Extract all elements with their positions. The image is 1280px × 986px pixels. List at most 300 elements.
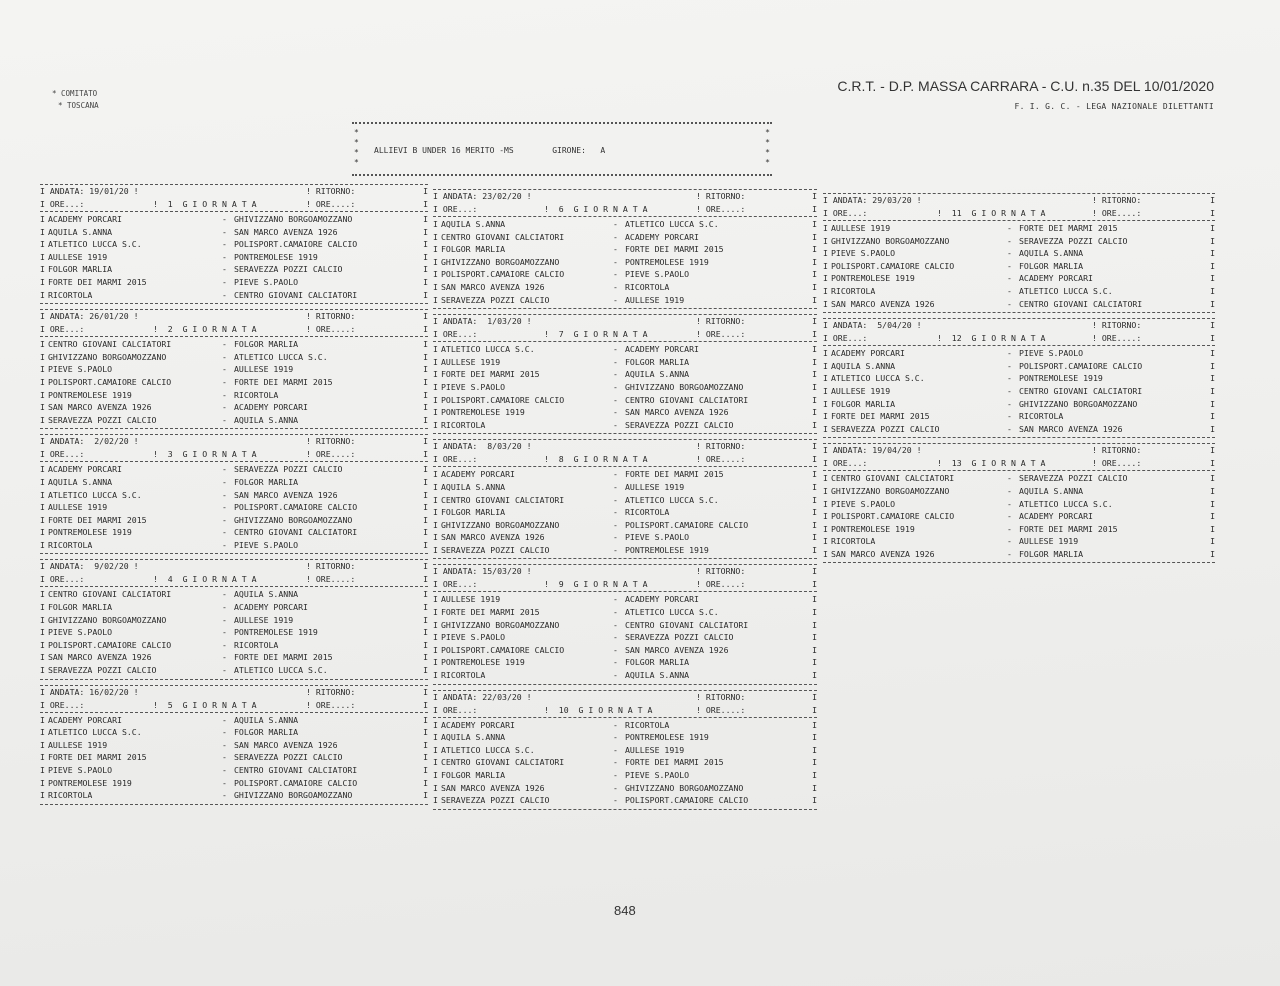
- giornata-header-row: [433, 440, 817, 453]
- home-team: SAN MARCO AVENZA 1926: [48, 652, 152, 663]
- home-team: RICORTOLA: [441, 670, 486, 681]
- schedule-column-1: [40, 184, 428, 810]
- match-separator: -: [222, 652, 227, 663]
- match-list: [433, 592, 817, 683]
- row-edge-mark: I: [1210, 348, 1215, 359]
- match-separator: -: [1007, 485, 1012, 496]
- match-separator: -: [222, 739, 227, 750]
- row-edge-mark: I: [423, 777, 428, 788]
- away-team: AULLESE 1919: [625, 744, 685, 755]
- match-row: [433, 756, 817, 769]
- row-edge-mark: I: [1210, 536, 1215, 547]
- home-team: PONTREMOLESE 1919: [831, 273, 915, 284]
- block-bottom-rule: [40, 428, 428, 429]
- match-row: [823, 410, 1215, 423]
- match-separator: -: [222, 790, 227, 801]
- match-row: [40, 501, 428, 514]
- home-team: POLISPORT.CAMAIORE CALCIO: [831, 511, 955, 522]
- home-team: ACADEMY PORCARI: [48, 464, 122, 475]
- away-team: ATLETICO LUCCA S.C.: [234, 665, 328, 676]
- ritorno-label: ! RITORNO:: [1092, 320, 1142, 331]
- row-edge-mark: I: [40, 514, 45, 525]
- match-row: [40, 414, 428, 427]
- away-team: PIEVE S.PAOLO: [1019, 348, 1084, 359]
- row-edge-mark: I: [1210, 208, 1215, 218]
- match-row: [40, 789, 428, 802]
- row-edge-mark: I: [812, 619, 817, 630]
- match-row: [40, 226, 428, 239]
- match-list: [823, 471, 1215, 562]
- match-separator: -: [613, 519, 618, 530]
- row-edge-mark: I: [433, 231, 438, 242]
- row-edge-mark: I: [40, 351, 45, 362]
- andata-date: I ANDATA: 1/03/20 !: [433, 316, 532, 327]
- match-row: [40, 376, 428, 389]
- row-edge-mark: I: [812, 770, 817, 780]
- row-edge-mark: I: [433, 607, 438, 618]
- row-edge-mark: I: [1210, 445, 1215, 456]
- match-separator: -: [1007, 398, 1012, 409]
- home-team: PIEVE S.PAOLO: [441, 632, 506, 643]
- home-team: CENTRO GIOVANI CALCIATORI: [48, 339, 172, 350]
- match-separator: -: [222, 402, 227, 413]
- row-edge-mark: I: [423, 614, 428, 625]
- match-row: [433, 368, 817, 381]
- match-separator: -: [1007, 348, 1012, 359]
- match-row: [433, 644, 817, 657]
- ritorno-label: ! RITORNO:: [696, 441, 746, 452]
- match-row: [40, 588, 428, 601]
- giornata-title-row: [823, 457, 1215, 470]
- box-right-border: * * * *: [765, 128, 770, 167]
- row-edge-mark: I: [423, 376, 428, 387]
- giornata-header-row: [823, 194, 1215, 207]
- home-team: CENTRO GIOVANI CALCIATORI: [441, 757, 565, 768]
- match-row: [40, 526, 428, 539]
- row-edge-mark: I: [423, 574, 428, 585]
- home-team: AQUILA S.ANNA: [441, 732, 506, 743]
- row-edge-mark: I: [40, 665, 45, 676]
- ritorno-label: ! RITORNO:: [696, 566, 746, 577]
- row-edge-mark: I: [823, 235, 828, 246]
- match-row: [433, 356, 817, 369]
- row-edge-mark: I: [433, 269, 438, 280]
- giornata-header-row: [433, 565, 817, 578]
- block-bottom-rule: [433, 809, 817, 810]
- match-separator: -: [222, 765, 227, 775]
- away-team: POLISPORT.CAMAIORE CALCIO: [1019, 360, 1143, 371]
- row-edge-mark: I: [423, 502, 428, 513]
- match-separator: -: [613, 419, 618, 430]
- giornata-title-row: [433, 453, 817, 466]
- away-team: FORTE DEI MARMI 2015: [1019, 523, 1118, 534]
- match-separator: -: [222, 589, 227, 600]
- away-team: FOLGOR MARLIA: [234, 727, 299, 738]
- row-edge-mark: I: [812, 657, 817, 668]
- giornata-title: ! 12 G I O R N A T A: [937, 333, 1046, 344]
- ore-label: I ORE...:: [433, 329, 478, 340]
- home-team: RICORTOLA: [48, 539, 93, 550]
- away-team: RICORTOLA: [234, 639, 279, 650]
- away-team: SERAVEZZA POZZI CALCIO: [234, 752, 343, 763]
- row-edge-mark: I: [423, 765, 428, 775]
- match-separator: -: [1007, 385, 1012, 396]
- away-team: SAN MARCO AVENZA 1926: [625, 644, 729, 655]
- row-edge-mark: I: [40, 239, 45, 250]
- row-edge-mark: I: [433, 469, 438, 480]
- row-edge-mark: I: [812, 519, 817, 530]
- row-edge-mark: I: [812, 204, 817, 214]
- ritorno-label: ! RITORNO:: [306, 186, 356, 196]
- match-separator: -: [1007, 223, 1012, 233]
- row-edge-mark: I: [812, 256, 817, 267]
- giornata-block: [823, 318, 1215, 438]
- ore-ritorno-label: ! ORE....:: [1092, 458, 1142, 469]
- row-edge-mark: I: [433, 632, 438, 643]
- block-bottom-rule: [40, 303, 428, 304]
- home-team: ATLETICO LUCCA S.C.: [48, 489, 142, 500]
- row-edge-mark: I: [812, 544, 817, 555]
- match-row: [40, 476, 428, 489]
- row-edge-mark: I: [40, 602, 45, 613]
- row-edge-mark: I: [1210, 360, 1215, 371]
- row-edge-mark: I: [812, 507, 817, 518]
- row-edge-mark: I: [823, 398, 828, 409]
- home-team: PONTREMOLESE 1919: [48, 527, 132, 538]
- andata-date: I ANDATA: 16/02/20 !: [40, 686, 139, 697]
- away-team: SERAVEZZA POZZI CALCIO: [1019, 473, 1128, 484]
- away-team: POLISPORT.CAMAIORE CALCIO: [625, 519, 749, 530]
- giornata-header-row: [823, 444, 1215, 457]
- row-edge-mark: I: [423, 226, 428, 237]
- match-row: [40, 514, 428, 527]
- match-row: [823, 510, 1215, 523]
- row-edge-mark: I: [433, 795, 438, 806]
- match-separator: -: [613, 344, 618, 355]
- row-edge-mark: I: [812, 670, 817, 681]
- match-separator: -: [222, 539, 227, 550]
- giornata-header-row: [40, 686, 428, 699]
- andata-date: I ANDATA: 23/02/20 !: [433, 191, 532, 201]
- row-edge-mark: I: [40, 264, 45, 275]
- away-team: SERAVEZZA POZZI CALCIO: [625, 632, 734, 643]
- match-separator: -: [613, 670, 618, 681]
- row-edge-mark: I: [40, 364, 45, 375]
- row-edge-mark: I: [812, 441, 817, 452]
- match-list: [433, 217, 817, 308]
- match-row: [433, 782, 817, 795]
- row-edge-mark: I: [423, 699, 428, 710]
- ore-label: I ORE...:: [433, 204, 478, 214]
- document-title: C.R.T. - D.P. MASSA CARRARA - C.U. n.35 DEL 10/01/2020: [837, 78, 1214, 94]
- home-team: SAN MARCO AVENZA 1926: [831, 548, 935, 559]
- giornata-block: [433, 189, 817, 309]
- row-edge-mark: I: [433, 419, 438, 430]
- row-edge-mark: I: [423, 264, 428, 275]
- match-separator: -: [613, 744, 618, 755]
- away-team: SAN MARCO AVENZA 1926: [234, 226, 338, 237]
- away-team: FORTE DEI MARMI 2015: [625, 244, 724, 255]
- home-team: POLISPORT.CAMAIORE CALCIO: [831, 260, 955, 271]
- match-row: [433, 506, 817, 519]
- home-team: ACADEMY PORCARI: [48, 714, 122, 725]
- home-team: FORTE DEI MARMI 2015: [441, 607, 540, 618]
- home-team: PIEVE S.PAOLO: [831, 498, 896, 509]
- row-edge-mark: I: [1210, 320, 1215, 331]
- row-edge-mark: I: [823, 273, 828, 284]
- home-team: AULLESE 1919: [441, 356, 501, 367]
- row-edge-mark: I: [423, 289, 428, 300]
- row-edge-mark: I: [823, 511, 828, 522]
- match-row: [433, 494, 817, 507]
- row-edge-mark: I: [823, 348, 828, 359]
- away-team: FORTE DEI MARMI 2015: [625, 469, 724, 480]
- row-edge-mark: I: [1210, 548, 1215, 559]
- match-row: [823, 398, 1215, 411]
- match-separator: -: [222, 339, 227, 350]
- ore-ritorno-label: ! ORE....:: [306, 699, 356, 710]
- home-team: FOLGOR MARLIA: [441, 244, 506, 255]
- away-team: FOLGOR MARLIA: [1019, 260, 1084, 271]
- ritorno-label: ! RITORNO:: [306, 311, 356, 322]
- row-edge-mark: I: [812, 381, 817, 392]
- row-edge-mark: I: [812, 454, 817, 465]
- row-edge-mark: I: [823, 285, 828, 296]
- row-edge-mark: I: [433, 407, 438, 418]
- match-row: [823, 423, 1215, 436]
- away-team: RICORTOLA: [625, 719, 670, 730]
- giornata-title-row: [433, 704, 817, 717]
- row-edge-mark: I: [1210, 498, 1215, 509]
- home-team: FORTE DEI MARMI 2015: [441, 369, 540, 380]
- match-separator: -: [1007, 285, 1012, 296]
- row-edge-mark: I: [423, 476, 428, 487]
- match-separator: -: [1007, 411, 1012, 422]
- match-row: [433, 731, 817, 744]
- ritorno-label: ! RITORNO:: [696, 691, 746, 702]
- row-edge-mark: I: [423, 239, 428, 250]
- match-row: [433, 218, 817, 231]
- row-edge-mark: I: [423, 364, 428, 375]
- row-edge-mark: I: [40, 727, 45, 738]
- row-edge-mark: I: [812, 316, 817, 327]
- row-edge-mark: I: [433, 281, 438, 292]
- away-team: ACADEMY PORCARI: [1019, 511, 1093, 522]
- row-edge-mark: I: [423, 214, 428, 224]
- row-edge-mark: I: [823, 223, 828, 233]
- row-edge-mark: I: [823, 248, 828, 259]
- row-edge-mark: I: [812, 294, 817, 305]
- match-row: [433, 481, 817, 494]
- home-team: AULLESE 1919: [48, 739, 108, 750]
- andata-date: I ANDATA: 26/01/20 !: [40, 311, 139, 322]
- away-team: ATLETICO LUCCA S.C.: [625, 219, 719, 229]
- home-team: GHIVIZZANO BORGOAMOZZANO: [441, 519, 560, 530]
- row-edge-mark: I: [423, 686, 428, 697]
- match-separator: -: [613, 394, 618, 405]
- away-team: SAN MARCO AVENZA 1926: [234, 739, 338, 750]
- row-edge-mark: I: [1210, 458, 1215, 469]
- home-team: AULLESE 1919: [48, 251, 108, 262]
- home-team: GHIVIZZANO BORGOAMOZZANO: [831, 235, 950, 246]
- home-team: SAN MARCO AVENZA 1926: [441, 532, 545, 543]
- match-row: [823, 247, 1215, 260]
- away-team: AULLESE 1919: [625, 481, 685, 492]
- match-row: [40, 289, 428, 302]
- away-team: FOLGOR MARLIA: [1019, 548, 1084, 559]
- away-team: POLISPORT.CAMAIORE CALCIO: [234, 502, 358, 513]
- row-edge-mark: I: [823, 548, 828, 559]
- away-team: GHIVIZZANO BORGOAMOZZANO: [234, 790, 353, 801]
- away-team: GHIVIZZANO BORGOAMOZZANO: [234, 514, 353, 525]
- away-team: SERAVEZZA POZZI CALCIO: [625, 419, 734, 430]
- row-edge-mark: I: [423, 739, 428, 750]
- ore-label: I ORE...:: [823, 458, 868, 469]
- row-edge-mark: I: [423, 561, 428, 572]
- match-row: [40, 263, 428, 276]
- giornata-title: ! 2 G I O R N A T A: [153, 324, 257, 335]
- row-edge-mark: I: [812, 329, 817, 340]
- row-edge-mark: I: [1210, 285, 1215, 296]
- away-team: PONTREMOLESE 1919: [625, 544, 709, 555]
- match-row: [433, 243, 817, 256]
- row-edge-mark: I: [423, 752, 428, 763]
- row-edge-mark: I: [812, 494, 817, 505]
- match-separator: -: [613, 231, 618, 242]
- giornata-block: [433, 439, 817, 559]
- away-team: AQUILA S.ANNA: [1019, 485, 1084, 496]
- giornata-title: ! 4 G I O R N A T A: [153, 574, 257, 585]
- row-edge-mark: I: [423, 665, 428, 676]
- away-team: POLISPORT.CAMAIORE CALCIO: [625, 795, 749, 806]
- row-edge-mark: I: [423, 436, 428, 447]
- home-team: PIEVE S.PAOLO: [48, 364, 113, 375]
- match-row: [40, 238, 428, 251]
- match-separator: -: [613, 469, 618, 480]
- home-team: CENTRO GIOVANI CALCIATORI: [48, 589, 172, 600]
- row-edge-mark: I: [423, 627, 428, 638]
- ore-label: I ORE...:: [40, 574, 85, 585]
- row-edge-mark: I: [1210, 473, 1215, 484]
- ore-label: I ORE...:: [433, 579, 478, 590]
- row-edge-mark: I: [40, 476, 45, 487]
- match-row: [433, 268, 817, 281]
- row-edge-mark: I: [1210, 523, 1215, 534]
- row-edge-mark: I: [423, 449, 428, 460]
- away-team: AQUILA S.ANNA: [625, 670, 690, 681]
- match-row: [40, 726, 428, 739]
- match-separator: -: [613, 607, 618, 618]
- home-team: ATLETICO LUCCA S.C.: [48, 239, 142, 250]
- home-team: GHIVIZZANO BORGOAMOZZANO: [48, 614, 167, 625]
- championship-line: [374, 146, 605, 155]
- row-edge-mark: I: [40, 527, 45, 538]
- match-separator: -: [222, 351, 227, 362]
- match-separator: -: [222, 602, 227, 613]
- match-separator: -: [222, 251, 227, 262]
- row-edge-mark: I: [1210, 411, 1215, 422]
- away-team: FOLGOR MARLIA: [234, 339, 299, 350]
- home-team: SAN MARCO AVENZA 1926: [831, 298, 935, 309]
- match-list: [823, 221, 1215, 312]
- match-separator: -: [222, 514, 227, 525]
- row-edge-mark: I: [812, 782, 817, 793]
- row-edge-mark: I: [1210, 373, 1215, 384]
- block-bottom-rule: [433, 684, 817, 685]
- away-team: FORTE DEI MARMI 2015: [625, 757, 724, 768]
- ore-label: I ORE...:: [40, 449, 85, 460]
- away-team: PONTREMOLESE 1919: [234, 627, 318, 638]
- row-edge-mark: I: [423, 727, 428, 738]
- away-team: ACADEMY PORCARI: [625, 594, 699, 605]
- match-row: [823, 260, 1215, 273]
- row-edge-mark: I: [40, 276, 45, 287]
- match-row: [823, 347, 1215, 360]
- match-row: [433, 256, 817, 269]
- row-edge-mark: I: [423, 186, 428, 196]
- giornata-title-row: [433, 203, 817, 216]
- home-team: FORTE DEI MARMI 2015: [48, 514, 147, 525]
- match-row: [40, 651, 428, 664]
- giornata-title: ! 3 G I O R N A T A: [153, 449, 257, 460]
- row-edge-mark: I: [812, 407, 817, 418]
- row-edge-mark: I: [1210, 333, 1215, 344]
- home-team: GHIVIZZANO BORGOAMOZZANO: [831, 485, 950, 496]
- home-team: POLISPORT.CAMAIORE CALCIO: [441, 394, 565, 405]
- row-edge-mark: I: [823, 411, 828, 422]
- match-row: [40, 363, 428, 376]
- row-edge-mark: I: [423, 527, 428, 538]
- away-team: GHIVIZZANO BORGOAMOZZANO: [1019, 398, 1138, 409]
- row-edge-mark: I: [823, 360, 828, 371]
- box-left-border: * * * *: [354, 128, 359, 167]
- row-edge-mark: I: [812, 607, 817, 618]
- row-edge-mark: I: [1210, 248, 1215, 259]
- match-separator: -: [613, 269, 618, 280]
- row-edge-mark: I: [40, 214, 45, 224]
- match-list: [40, 212, 428, 303]
- row-edge-mark: I: [1210, 398, 1215, 409]
- row-edge-mark: I: [40, 414, 45, 425]
- match-row: [40, 751, 428, 764]
- andata-date: I ANDATA: 8/03/20 !: [433, 441, 532, 452]
- match-row: [433, 381, 817, 394]
- giornata-title-row: [433, 328, 817, 341]
- match-row: [433, 519, 817, 532]
- row-edge-mark: I: [40, 752, 45, 763]
- match-row: [433, 406, 817, 419]
- schedule-column-2: [433, 189, 817, 815]
- row-edge-mark: I: [423, 414, 428, 425]
- row-edge-mark: I: [823, 373, 828, 384]
- match-separator: -: [222, 752, 227, 763]
- match-separator: -: [613, 770, 618, 780]
- match-row: [40, 664, 428, 677]
- match-row: [433, 631, 817, 644]
- away-team: RICORTOLA: [234, 389, 279, 400]
- away-team: SERAVEZZA POZZI CALCIO: [234, 264, 343, 275]
- row-edge-mark: I: [433, 519, 438, 530]
- home-team: PIEVE S.PAOLO: [48, 765, 113, 775]
- away-team: PIEVE S.PAOLO: [234, 276, 299, 287]
- row-edge-mark: I: [1210, 485, 1215, 496]
- giornata-header-row: [823, 319, 1215, 332]
- ore-label: I ORE...:: [40, 324, 85, 335]
- away-team: CENTRO GIOVANI CALCIATORI: [625, 619, 749, 630]
- away-team: PIEVE S.PAOLO: [625, 532, 690, 543]
- match-separator: -: [613, 219, 618, 229]
- andata-date: I ANDATA: 22/03/20 !: [433, 691, 532, 702]
